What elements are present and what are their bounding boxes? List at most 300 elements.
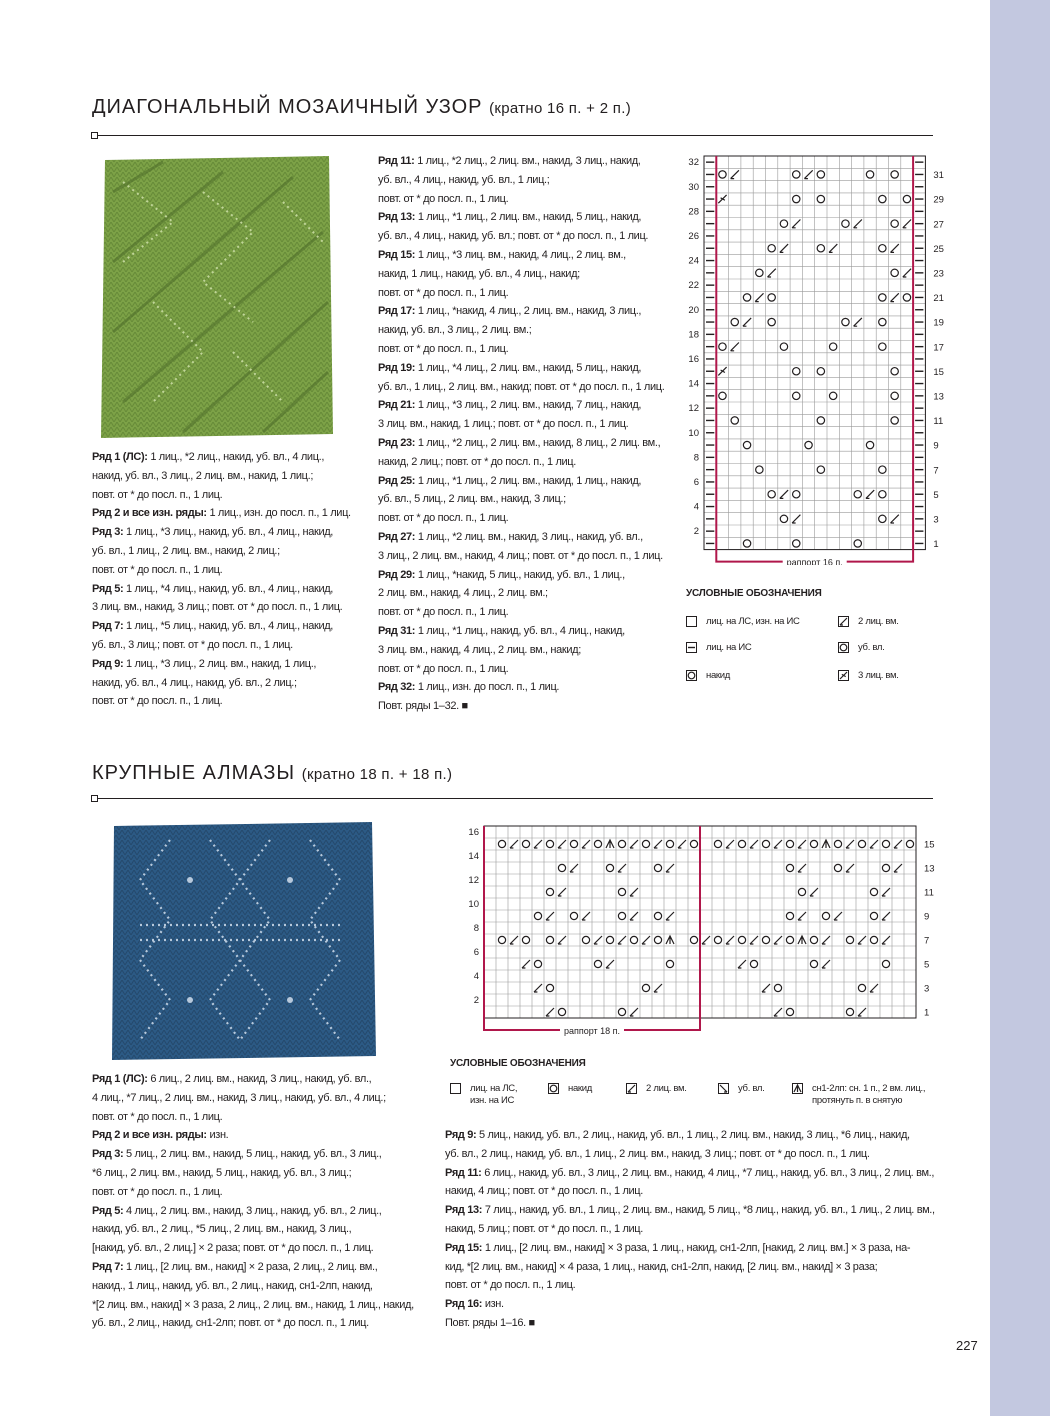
row-text: накид, 2 лиц.; повт. от * до посл. п., 1 лиц. [378,455,576,468]
row-number-left: 2 [473,995,479,1006]
k2tog-symbol [829,244,837,252]
legend-symbol-icon [838,616,849,627]
k2tog-symbol [854,318,862,326]
yarn-over-symbol [738,936,745,943]
k2tog-symbol [630,840,638,848]
k2tog-symbol [858,936,866,944]
row-label: Ряд 5: [92,1204,124,1217]
row-label: Ряд 23: [378,436,416,449]
row-text: 3 лиц. вм., накид, 3 лиц.; повт. от * до посл. п., 1 лиц. [92,601,343,614]
section1-col2-line [378,208,668,227]
section1-col1-line [92,561,362,580]
k2tog-symbol [630,912,638,920]
k2tog-symbol [510,840,518,848]
row-label: Ряд 2 и все изн. ряды: [92,1129,207,1142]
yarn-over-symbol [546,936,553,943]
k2tog-symbol [628,1085,635,1092]
k2tog-symbol [822,960,830,968]
row-text: изн. [482,1298,504,1311]
k2tog-symbol [768,269,776,277]
row-text: повт. от * до посл. п., 1 лиц. [378,342,509,355]
k2tog-symbol [903,269,911,277]
yarn-over-symbol [719,171,726,178]
section2-col2-line [445,1295,945,1314]
row-number-left: 32 [688,157,699,169]
section2-col2-line [445,1276,945,1295]
k2tog-symbol [558,888,566,896]
yarn-over-symbol [854,540,861,547]
k2tog-symbol [726,840,734,848]
legend-label: лиц. на ЛС, изн. на ИС [470,1083,518,1106]
yarn-over-symbol [891,269,898,276]
section1-col2-line [378,227,668,246]
yarn-over-symbol [768,294,775,301]
section1-col2-line [378,396,668,415]
row-text: накид, уб. вл., 3 лиц., 2 лиц. вм., накид, 1 лиц.; [92,469,314,482]
section1-col2-line [378,472,668,491]
row-text: 5 лиц., накид, уб. вл., 2 лиц., накид, уб. вл., 1 лиц., 2 лиц. вм., накид, 3 лиц., *6 лиц., накид, [476,1129,910,1141]
k2tog-symbol [678,840,686,848]
row-text: накид, уб. вл., 4 лиц., накид, уб. вл., 2 лиц.; [92,676,297,689]
row-text: повт. от * до посл. п., 1 лиц. [378,512,509,525]
yarn-over-symbol [714,936,721,943]
yarn-over-symbol [534,912,541,919]
legend-label: лиц. на ЛС, изн. на ИС [706,616,800,627]
yarn-over-symbol [594,960,601,967]
k2tog-symbol [654,984,662,992]
yarn-over-symbol [522,936,529,943]
row-number-left: 16 [468,827,479,838]
row-text: уб. вл., 3 лиц.; повт. от * до посл. п., 1 лиц. [92,638,293,651]
yarn-over-symbol [786,912,793,919]
k2tog-symbol [798,912,806,920]
k2tog-symbol [522,960,530,968]
row-label: Ряд 2 и все изн. ряды: [92,507,207,520]
yarn-over-symbol [606,936,613,943]
yarn-over-symbol [750,960,757,967]
section2-chart [448,816,938,1046]
section1-col1-line [92,523,362,542]
section2-col1-line [92,1277,422,1296]
legend-symbol-icon [686,616,697,627]
yarn-over-symbol [829,392,836,399]
row-text: 4 лиц., *7 лиц., 2 лиц. вм., накид, 3 лиц., накид, уб. вл., 4 лиц.; [92,1091,386,1104]
legend-symbol-box [686,670,697,681]
page-edge-tab [990,0,1050,1416]
section1-col2-line [378,378,668,397]
section2-legend-title: УСЛОВНЫЕ ОБОЗНАЧЕНИЯ [450,1058,586,1069]
legend-symbol-box [686,642,697,653]
yarn-over-symbol [879,245,886,252]
row-text: повт. от * до посл. п., 1 лиц. [92,488,223,501]
section2-col2-line [445,1145,945,1164]
k2tog-symbol [594,936,602,944]
section1-col1-line [92,674,362,693]
k2tog-symbol [854,220,862,228]
row-text: 2 лиц. вм., накид, 4 лиц., 2 лиц. вм.; [378,587,548,600]
legend-symbol-icon [838,670,849,681]
k2tog-symbol [731,343,739,351]
k2tog-symbol [870,840,878,848]
yarn-over-symbol [762,936,769,943]
legend-symbol-box [792,1083,803,1094]
yarn-over-symbol [858,984,865,991]
yarn-over-symbol [810,960,817,967]
section1-swatch-photo [93,152,339,440]
legend-label: уб. вл. [738,1083,765,1094]
row-label: Ряд 15: [378,248,416,261]
yarn-over-symbol [546,984,553,991]
row-label: Ряд 21: [378,399,416,412]
legend-symbol-icon [450,1083,461,1094]
k2tog-symbol [870,984,878,992]
row-number-left: 8 [473,923,479,934]
row-label: Ряд 1 (ЛС): [92,451,148,463]
section1-col2-line [378,528,668,547]
yarn-over-symbol [630,936,637,943]
row-text: [накид, уб. вл., 2 лиц.] × 2 раза; повт. от * до посл. п., 1 лиц. [92,1242,374,1255]
k2tog-symbol [654,840,662,848]
k2tog-symbol [882,912,890,920]
yarn-over-symbol [840,644,847,651]
section2-col1-line [92,1108,422,1127]
row-text: 1 лиц., [2 лиц. вм., накид] × 2 раза, 2 лиц., 2 лиц. вм., [123,1260,378,1273]
yarn-over-symbol [546,888,553,895]
yarn-over-symbol [731,318,738,325]
row-number-right: 9 [933,440,939,452]
section1-col2-line [378,490,668,509]
row-label: Ряд 16: [445,1298,483,1311]
k2tog-symbol [618,936,626,944]
row-label: Ряд 25: [378,474,416,487]
row-text: Повт. ряды 1–32. ■ [378,700,468,713]
section2-col2-line [445,1201,945,1220]
row-label: Ряд 29: [378,568,416,581]
row-text: 1 лиц., *2 лиц., 2 лиц. вм., накид, 8 лиц., 2 лиц. вм., [415,436,661,449]
k2tog-symbol [606,960,614,968]
row-text: повт. от * до посл. п., 1 лиц. [92,563,223,576]
row-text: 5 лиц., 2 лиц. вм., накид, 5 лиц., накид, уб. вл., 3 лиц., [123,1148,382,1161]
section2-instructions-col2 [445,1126,945,1333]
sk1-k2tog-psso-symbol [606,840,614,848]
section1-col2-line [378,340,668,359]
row-label: Ряд 13: [445,1204,483,1217]
yarn-over-symbol [846,936,853,943]
section2-col1-line [92,1239,422,1258]
k2tog-symbol [903,220,911,228]
row-text: 1 лиц., *1 лиц., накид, уб. вл., 4 лиц., накид, [415,624,625,637]
row-text: 1 лиц., *4 лиц., накид, уб. вл., 4 лиц., накид, [123,582,334,595]
yarn-over-symbol [534,960,541,967]
yarn-over-symbol [762,840,769,847]
k2tog-symbol [891,293,899,301]
yarn-over-symbol [719,343,726,350]
yarn-over-symbol [854,491,861,498]
section1-col1-line [92,655,362,674]
section1-col1-line [92,598,362,617]
yarn-over-symbol [522,840,529,847]
legend-symbol-icon [792,1083,803,1094]
repeat-label: раппорт 16 п. [786,557,843,565]
yarn-over-symbol [879,195,886,202]
yarn-over-symbol [690,840,697,847]
row-text: уб. вл., 5 лиц., 2 лиц. вм., накид, 3 лиц.; [378,493,566,506]
yarn-over-symbol [550,1085,557,1092]
row-text: накид., 1 лиц., накид, уб. вл., 2 лиц., накид, сн1-2лп, накид, [92,1279,373,1292]
k2tog-symbol [804,170,812,178]
row-number-right: 7 [933,465,939,477]
row-number-left: 12 [468,875,479,886]
yarn-over-symbol [817,171,824,178]
row-label: Ряд 11: [378,155,415,167]
row-label: Ряд 19: [378,361,416,374]
yarn-over-symbol [498,840,505,847]
section2-col1-line [92,1089,422,1108]
legend-symbol-box [838,642,849,653]
k3tog-symbol [718,195,726,203]
row-text: повт. от * до посл. п., 1 лиц. [378,662,509,675]
row-text: 1 лиц., *2 лиц., 2 лиц. вм., накид, 3 лиц., накид, [414,155,641,167]
section1-col1-line [92,448,362,467]
row-number-left: 14 [688,378,699,390]
row-text: 7 лиц., накид, уб. вл., 1 лиц., 2 лиц. вм., накид, 5 лиц., *8 лиц., накид, уб. вл., 1 лиц., 2 лиц. вм., [482,1204,935,1217]
row-number-left: 20 [688,304,699,316]
row-number-right: 7 [924,935,930,947]
yarn-over-symbol [834,840,841,847]
row-text: накид, 5 лиц.; повт. от * до посл. п., 1 лиц. [445,1222,643,1235]
section1-instructions-col1 [92,448,362,711]
k2tog-symbol [666,912,674,920]
yarn-over-symbol [793,491,800,498]
section1-col2-line [378,566,668,585]
legend-symbol-icon [718,1083,729,1094]
section1-col2-line [378,284,668,303]
legend-symbol-icon [686,642,697,653]
k2tog-symbol [582,912,590,920]
row-number-right: 27 [933,219,944,231]
k2tog-symbol [743,318,751,326]
k2tog-symbol [780,244,788,252]
row-label: Ряд 7: [92,620,124,633]
row-label: Ряд 9: [92,657,124,670]
row-text: накид, 4 лиц.; повт. от * до посл. п., 1 лиц. [445,1185,643,1198]
legend-label: лиц. на ИС [706,642,752,653]
yarn-over-symbol [714,840,721,847]
yarn-over-symbol [768,245,775,252]
k2tog-symbol [510,936,518,944]
legend-label: накид [706,670,731,681]
row-label: Ряд 17: [378,305,416,318]
yarn-over-symbol [834,864,841,871]
section1-instructions-col2 [378,152,668,716]
row-number-left: 6 [473,947,479,958]
row-number-right: 19 [933,317,944,329]
section2-col2-line [445,1126,945,1145]
row-number-left: 10 [468,899,479,910]
row-text: 3 лиц. вм., накид, 4 лиц., 2 лиц. вм., накид; [378,643,581,656]
yarn-over-symbol [903,195,910,202]
legend-label: уб. вл. [858,642,885,653]
yarn-over-symbol [842,318,849,325]
page-number: 227 [956,1338,978,1353]
k2tog-symbol [846,840,854,848]
k2tog-symbol [558,936,566,944]
k2tog-symbol [774,936,782,944]
yarn-over-symbol [879,515,886,522]
section2-col1-line [92,1126,422,1145]
section1-col1-line [92,486,362,505]
row-text: 1 лиц., *5 лиц., накид, уб. вл., 4 лиц., накид, [123,620,334,633]
section2-col1-line [92,1070,422,1089]
yarn-over-symbol [774,984,781,991]
row-text: повт. от * до посл. п., 1 лиц. [378,606,509,619]
k2tog-symbol [726,936,734,944]
yarn-over-symbol [882,960,889,967]
yarn-over-symbol [618,912,625,919]
yarn-over-symbol [786,840,793,847]
k2tog-symbol [534,840,542,848]
k2tog-symbol [858,1008,866,1016]
section1-col1-line [92,467,362,486]
yarn-over-symbol [780,343,787,350]
row-number-right: 5 [933,489,939,501]
section1-col2-line [378,453,668,472]
section1-col2-line [378,265,668,284]
row-text: 6 лиц., 2 лиц. вм., накид, 3 лиц., накид, уб. вл., [147,1073,372,1085]
sk1-k2tog-psso-symbol [798,936,806,944]
yarn-over-symbol [891,220,898,227]
k2tog-symbol [630,888,638,896]
k2tog-symbol [774,1008,782,1016]
yarn-over-symbol [786,864,793,871]
section2-col1-line [92,1314,422,1333]
row-text: уб. вл., 2 лиц., накид, уб. вл., 1 лиц., 2 лиц. вм., накид, 3 лиц.; повт. от * до посл. п., 1 лиц. [445,1147,870,1160]
section1-col2-line [378,509,668,528]
row-number-right: 11 [933,416,944,428]
row-number-right: 11 [924,887,934,899]
yarn-over-symbol [793,540,800,547]
k2tog-symbol [846,864,854,872]
k2tog-symbol [792,515,800,523]
yarn-over-symbol [870,936,877,943]
row-text: 6 лиц., накид, уб. вл., 3 лиц., 2 лиц. вм., накид, 4 лиц., *7 лиц., накид, уб. вл., 3 лиц., 2 лиц. вм., [481,1166,935,1179]
row-text: повт. от * до посл. п., 1 лиц. [92,695,223,708]
row-text: повт. от * до посл. п., 1 лиц. [92,1110,223,1123]
row-number-left: 8 [693,452,699,464]
section1-col2-line [378,190,668,209]
row-label: Ряд 3: [92,526,124,539]
section2-col1-line [92,1183,422,1202]
section1-col2-line [378,660,668,679]
k2tog-symbol [866,490,874,498]
yarn-over-symbol [546,840,553,847]
row-number-right: 5 [924,959,930,971]
yarn-over-symbol [618,840,625,847]
row-text: 1 лиц., *4 лиц., 2 лиц. вм., накид, 5 лиц., накид, [415,361,642,374]
row-label: Ряд 1 (ЛС): [92,1073,148,1085]
yarn-over-symbol [805,441,812,448]
yarn-over-symbol [793,195,800,202]
yarn-over-symbol [780,220,787,227]
section1-col2-line [378,547,668,566]
section1-col1-line [92,617,362,636]
row-number-right: 21 [933,293,944,305]
row-number-right: 31 [933,170,944,182]
row-number-right: 13 [933,391,944,403]
yarn-over-symbol [870,912,877,919]
yarn-over-symbol [786,1008,793,1015]
yarn-over-symbol [891,171,898,178]
row-number-left: 26 [688,231,699,243]
legend-symbol-box [548,1083,559,1094]
sk1-k2tog-psso-symbol [794,1085,801,1092]
legend-label: 2 лиц. вм. [646,1083,687,1094]
row-text: 1 лиц., *1 лиц., 2 лиц. вм., накид, 5 лиц., накид, [415,211,642,224]
row-text: накид, уб. вл., 3 лиц., 2 лиц. вм.; [378,324,532,337]
yarn-over-symbol [793,368,800,375]
yarn-over-symbol [654,864,661,871]
row-number-left: 22 [688,280,699,292]
yarn-over-symbol [817,368,824,375]
k2tog-symbol [570,864,578,872]
row-text: уб. вл., 4 лиц., накид, уб. вл., 1 лиц.; [378,173,550,186]
row-text: изн. [206,1129,229,1142]
row-label: Ряд 31: [378,624,416,637]
k2tog-symbol [738,960,746,968]
legend-label: 3 лиц. вм. [858,670,899,681]
yarn-over-symbol [688,672,695,679]
row-number-right: 1 [933,539,939,551]
section1-col2-line [378,321,668,340]
row-text: 3 лиц., 2 лиц. вм., накид, 4 лиц.; повт. от * до посл. п., 1 лиц. [378,549,663,562]
k2tog-symbol [891,244,899,252]
yarn-over-symbol [810,840,817,847]
legend-symbol-icon [838,642,849,653]
legend-label: накид [568,1083,593,1094]
ssk-symbol [720,1085,727,1092]
yarn-over-symbol [798,888,805,895]
row-number-right: 3 [924,983,930,995]
section2-col2-line [445,1314,945,1333]
yarn-over-symbol [768,318,775,325]
row-number-left: 4 [473,971,479,982]
yarn-over-symbol [743,441,750,448]
k2tog-symbol [810,888,818,896]
row-number-right: 23 [933,268,944,280]
row-label: Ряд 5: [92,582,124,595]
row-label: Ряд 11: [445,1166,482,1179]
section1-col2-line [378,622,668,641]
k2tog-symbol [666,864,674,872]
row-number-right: 9 [924,911,930,923]
row-text: накид, уб. вл., 2 лиц., *5 лиц., 2 лиц. вм., накид, 3 лиц., [92,1223,352,1236]
yarn-over-symbol [817,417,824,424]
section1-col2-line [378,246,668,265]
row-text: повт. от * до посл. п., 1 лиц. [378,192,509,205]
yarn-over-symbol [882,864,889,871]
yarn-over-symbol [829,343,836,350]
row-text: 1 лиц., изн. до посл. п., 1 лиц. [415,681,560,694]
k2tog-symbol [840,618,847,625]
yarn-over-symbol [891,417,898,424]
yarn-over-symbol [822,912,829,919]
k2tog-symbol [891,515,899,523]
k2tog-symbol [582,840,590,848]
yarn-over-symbol [731,417,738,424]
section1-col1-line [92,542,362,561]
legend-symbol-icon [548,1083,559,1094]
row-number-right: 15 [924,839,935,851]
